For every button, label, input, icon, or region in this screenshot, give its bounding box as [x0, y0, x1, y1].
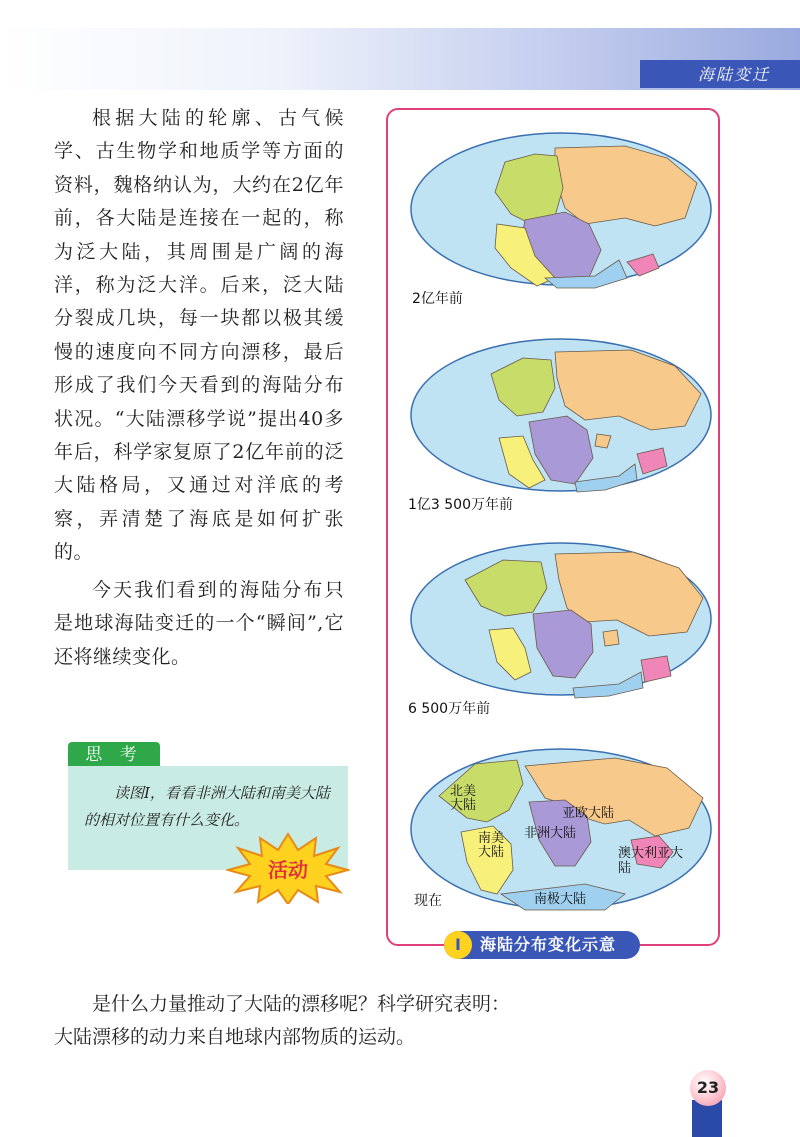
map-caption-3: 6 500万年前 [408, 701, 491, 717]
map-135mya [405, 334, 717, 496]
activity-label: 活动 [268, 858, 308, 882]
label-africa: 非洲大陆 [524, 826, 577, 841]
figure-label [444, 931, 640, 959]
paragraph-3: 是什么力量推动了大陆的漂移呢？科学研究表明：大陆漂移的动力来自地球内部物质的运动。 [54, 993, 511, 1048]
label-antarctica: 南极大陆 [534, 892, 587, 907]
figure-title: 海陆分布变化示意 [480, 935, 617, 954]
label-north-america: 北美大陆 [450, 784, 477, 813]
think-tab: 思 考 [68, 742, 160, 768]
label-south-america: 南美大陆 [478, 831, 505, 860]
activity-burst [226, 832, 350, 904]
map-caption-4: 现在 [414, 893, 442, 909]
think-text: 读图I，看看非洲大陆和南美大陆的相对位置有什么变化。 [84, 784, 330, 829]
paragraph-1: 根据大陆的轮廓、古气候学、古生物学和地质学等方面的资料，魏格纳认为，大约在2亿年前，各大陆是连接在一起的，称为泛大陆，其周围是广阔的海洋，称为泛大洋。后来，泛大陆分裂成几块，每一块都以极其缓慢的速度向不同方向漂移，最后形成了我们今天看到的海陆分布状况。“大陆漂移学说”提出40多年后，科学家复原了2亿年前的泛大陆格局，又通过对洋底的考察，弄清楚了海底是如何扩张的。 [54, 107, 344, 564]
map-200mya [405, 128, 717, 290]
body-text [54, 102, 344, 674]
figure-number: I [444, 931, 472, 959]
map-65mya [405, 538, 717, 700]
paragraph-2: 今天我们看到的海陆分布只是地球海陆变迁的一个“瞬间”,它还将继续变化。 [54, 578, 344, 668]
page-number: 23 [690, 1070, 726, 1106]
label-eurasia: 亚欧大陆 [562, 806, 615, 821]
bottom-text [54, 988, 514, 1054]
map-caption-1: 2亿年前 [412, 291, 463, 307]
map-caption-2: 1亿3 500万年前 [408, 497, 513, 513]
section-title: 海陆变迁 [697, 65, 770, 84]
label-australia: 澳大利亚大陆 [618, 846, 684, 876]
